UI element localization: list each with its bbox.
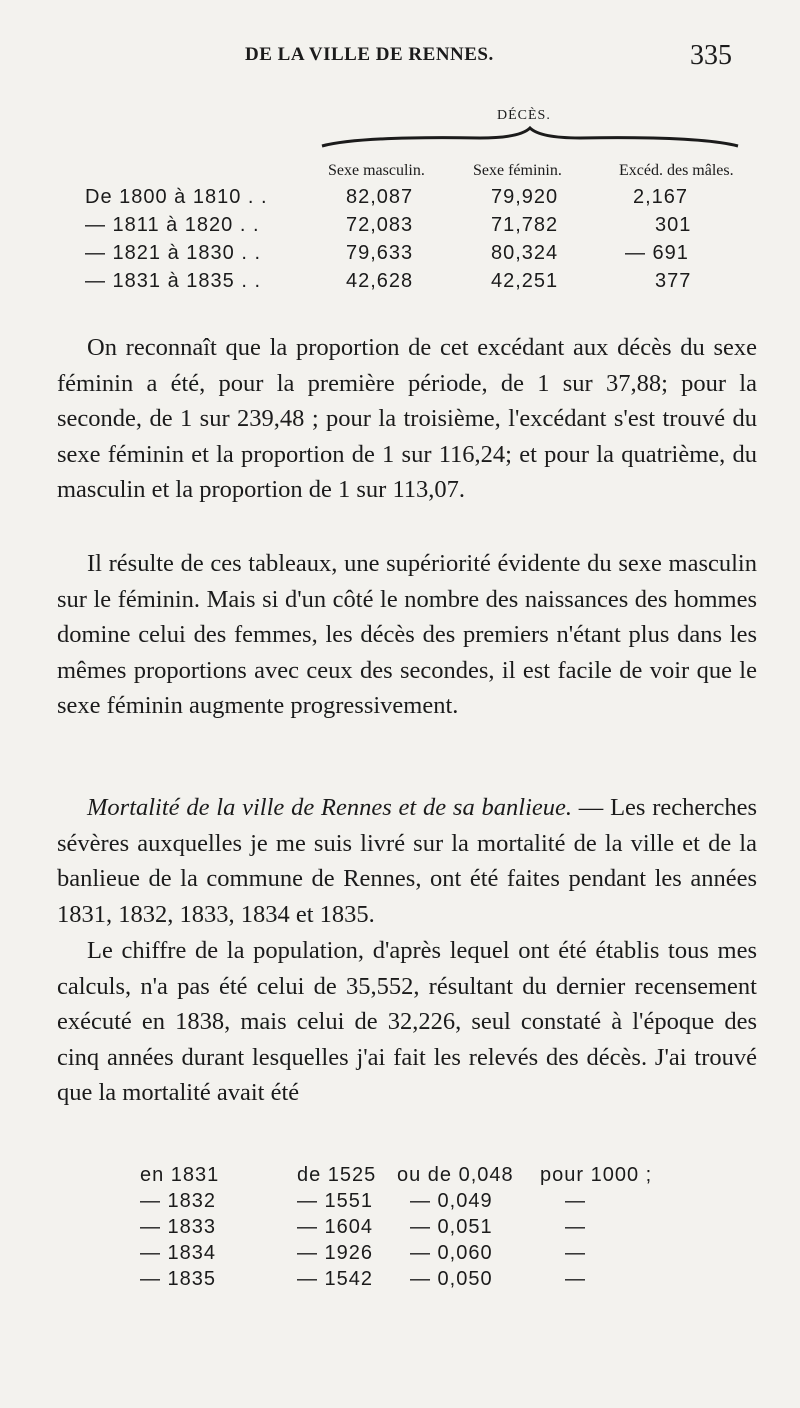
mortality-year: — 1833 bbox=[140, 1216, 217, 1238]
running-header bbox=[0, 40, 800, 80]
section-title: Mortalité de la ville de Rennes et de sa banlieue. bbox=[87, 794, 572, 821]
row-excedent: 2,167 bbox=[633, 186, 689, 208]
col-header-excedent: Excéd. des mâles. bbox=[619, 162, 734, 179]
row-masculin: 42,628 bbox=[346, 270, 414, 292]
mortality-unit: pour 1000 ; bbox=[540, 1164, 653, 1186]
mortality-ratio: ou de 0,048 bbox=[397, 1164, 514, 1186]
section-body: — Les recherches sévères auxquelles je me suis livré sur la mortalité de la ville et de la banlieue de la commune de Rennes, ont été faites pendant les années 1831, 1832, 1833, 1834 et 1835. bbox=[57, 794, 757, 928]
mortality-year: en 1831 bbox=[140, 1164, 220, 1186]
row-masculin: 82,087 bbox=[346, 186, 414, 208]
body-text bbox=[57, 330, 757, 508]
mortality-row bbox=[0, 1268, 800, 1296]
row-period: — 1821 à 1830 . . bbox=[85, 242, 262, 264]
mortality-row bbox=[0, 1216, 800, 1244]
row-feminin: 42,251 bbox=[491, 270, 559, 292]
mortality-year: — 1832 bbox=[140, 1190, 217, 1212]
col-header-feminin: Sexe féminin. bbox=[473, 162, 562, 179]
col-header-masculin: Sexe masculin. bbox=[328, 162, 425, 179]
paragraph-mortalite bbox=[57, 790, 757, 932]
row-feminin: 79,920 bbox=[491, 186, 559, 208]
row-period: De 1800 à 1810 . . bbox=[85, 186, 268, 208]
paragraph-superiorite: Il résulte de ces tableaux, une supériorité évidente du sexe masculin sur le féminin. Mais si d'un côté le nombre des naissances des hommes domine celui des femmes, les décès des premiers n'étant plus dans les mêmes proportions avec ceux des secondes, il est facile de voir que le sexe féminin augmente progressivement. bbox=[57, 550, 757, 720]
mortality-deces: — 1551 bbox=[297, 1190, 374, 1212]
row-excedent: 377 bbox=[655, 270, 692, 292]
mortality-deces: de 1525 bbox=[297, 1164, 377, 1186]
mortality-row bbox=[0, 1242, 800, 1270]
body-text bbox=[57, 933, 757, 1111]
paragraph-proportion: On reconnaît que la proportion de cet excédant aux décès du sexe féminin a été, pour la première période, de 1 sur 37,88; pour la seconde, de 1 sur 239,48 ; pour la troisième, l'excédant s'est trouvé du sexe féminin et la proportion de 1 sur 116,24; et pour la quatrième, du masculin et la proportion de 1 sur 113,07. bbox=[57, 334, 757, 504]
row-excedent: 301 bbox=[655, 214, 692, 236]
body-text bbox=[57, 790, 757, 932]
row-feminin: 80,324 bbox=[491, 242, 559, 264]
mortality-unit: — bbox=[565, 1190, 586, 1212]
mortality-unit: — bbox=[565, 1242, 586, 1264]
paragraph-population: Le chiffre de la population, d'après lequel ont été établis tous mes calculs, n'a pas été celui de 35,552, résultant du dernier recensement exécuté en 1838, mais celui de 32,226, seul constaté à l'époque des cinq années durant lesquelles j'ai fait les relevés des décès. J'ai trouvé que la mortalité avait été bbox=[57, 937, 757, 1107]
mortality-row bbox=[0, 1164, 800, 1192]
mortality-ratio: — 0,051 bbox=[410, 1216, 493, 1238]
brace-icon bbox=[320, 124, 740, 150]
mortality-deces: — 1604 bbox=[297, 1216, 374, 1238]
mortality-unit: — bbox=[565, 1216, 586, 1238]
table-row bbox=[0, 214, 800, 244]
mortality-ratio: — 0,060 bbox=[410, 1242, 493, 1264]
mortality-year: — 1834 bbox=[140, 1242, 217, 1264]
row-feminin: 71,782 bbox=[491, 214, 559, 236]
mortality-ratio: — 0,050 bbox=[410, 1268, 493, 1290]
row-excedent: — 691 bbox=[625, 242, 689, 264]
row-masculin: 79,633 bbox=[346, 242, 414, 264]
table-row bbox=[0, 270, 800, 300]
mortality-ratio: — 0,049 bbox=[410, 1190, 493, 1212]
page-number: 335 bbox=[690, 40, 732, 71]
running-title: DE LA VILLE DE RENNES. bbox=[245, 44, 494, 65]
row-period: — 1831 à 1835 . . bbox=[85, 270, 262, 292]
mortality-deces: — 1926 bbox=[297, 1242, 374, 1264]
mortality-deces: — 1542 bbox=[297, 1268, 374, 1290]
row-period: — 1811 à 1820 . . bbox=[85, 214, 260, 236]
row-masculin: 72,083 bbox=[346, 214, 414, 236]
table-row bbox=[0, 242, 800, 272]
mortality-row bbox=[0, 1190, 800, 1218]
deces-table-title: DÉCÈS. bbox=[497, 108, 551, 123]
table-row bbox=[0, 186, 800, 216]
mortality-unit: — bbox=[565, 1268, 586, 1290]
body-text bbox=[57, 546, 757, 724]
mortality-year: — 1835 bbox=[140, 1268, 217, 1290]
